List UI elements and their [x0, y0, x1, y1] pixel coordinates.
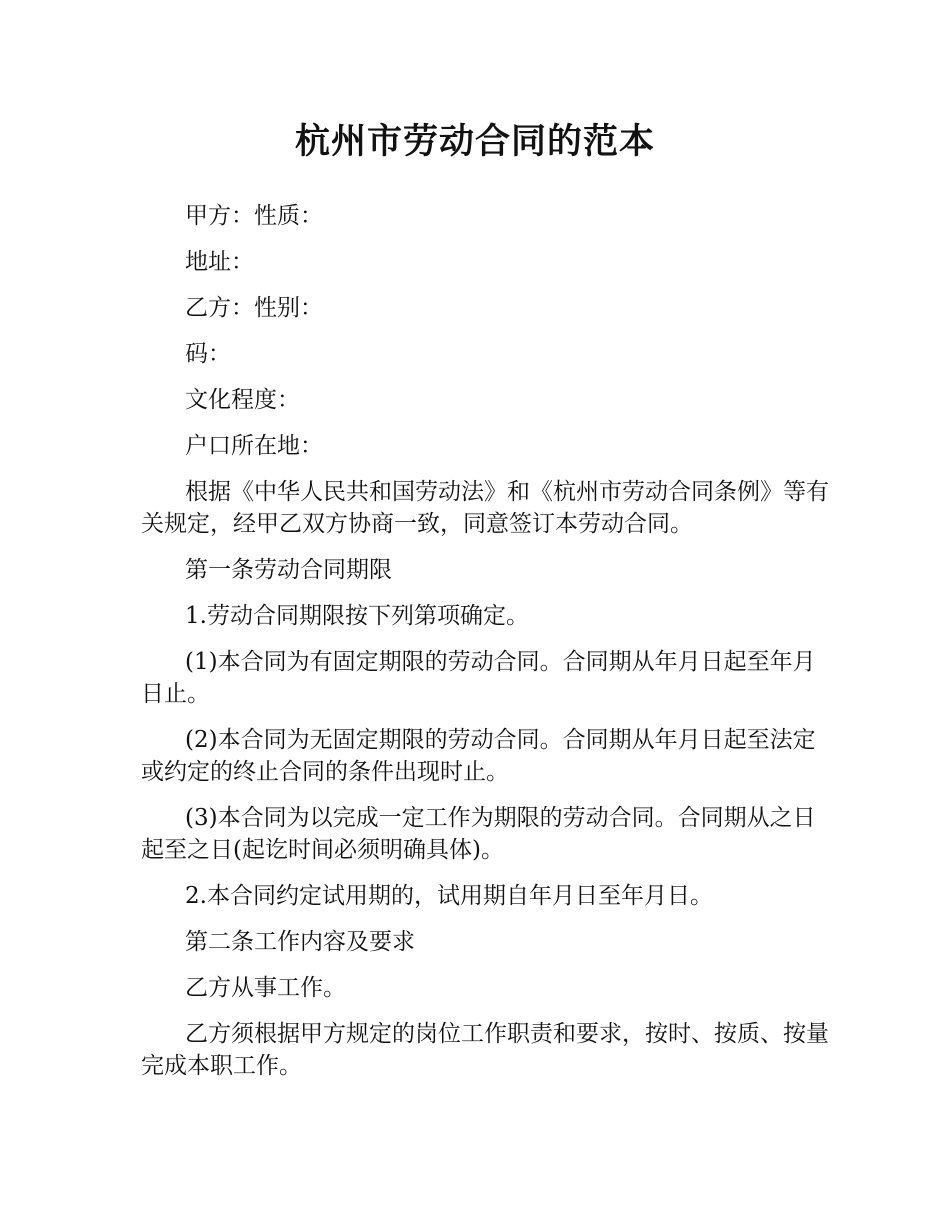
address-line: 地址：: [185, 249, 254, 275]
preamble-paragraph: 根据《中华人民共和国劳动法》和《杭州市劳动合同条例》等有关规定，经甲乙双方协商一致，同意签订本劳动合同。: [141, 479, 829, 537]
article-1-option-2: (2)本合同为无固定期限的劳动合同。合同期从年月日起至法定或约定的终止合同的条件出现时止。: [141, 727, 816, 785]
article-1-item-2: 2.本合同约定试用期的，试用期自年月日至年月日。: [185, 883, 713, 909]
education-line: 文化程度：: [185, 387, 300, 413]
article-1-heading: 第一条劳动合同期限: [185, 557, 392, 583]
party-a-line: 甲方：性质：: [185, 203, 323, 229]
document-body: [141, 200, 831, 1096]
article-1-item-1: 1.劳动合同期限按下列第项确定。: [185, 603, 529, 629]
document-title: 杭州市劳动合同的范本: [294, 122, 655, 162]
article-2-work-line: 乙方从事工作。: [185, 975, 346, 1001]
household-line: 户口所在地：: [185, 433, 323, 459]
article-1-option-1: (1)本合同为有固定期限的劳动合同。合同期从年月日起至年月日止。: [141, 649, 816, 707]
party-b-line: 乙方：性别：: [185, 295, 323, 321]
code-line: 码：: [185, 341, 231, 367]
article-2-requirements: 乙方须根据甲方规定的岗位工作职责和要求，按时、按质、按量完成本职工作。: [141, 1021, 829, 1079]
article-2-heading: 第二条工作内容及要求: [185, 929, 415, 955]
article-1-option-3: (3)本合同为以完成一定工作为期限的劳动合同。合同期从之日起至之日(起讫时间必须明确具体)。: [141, 805, 816, 863]
